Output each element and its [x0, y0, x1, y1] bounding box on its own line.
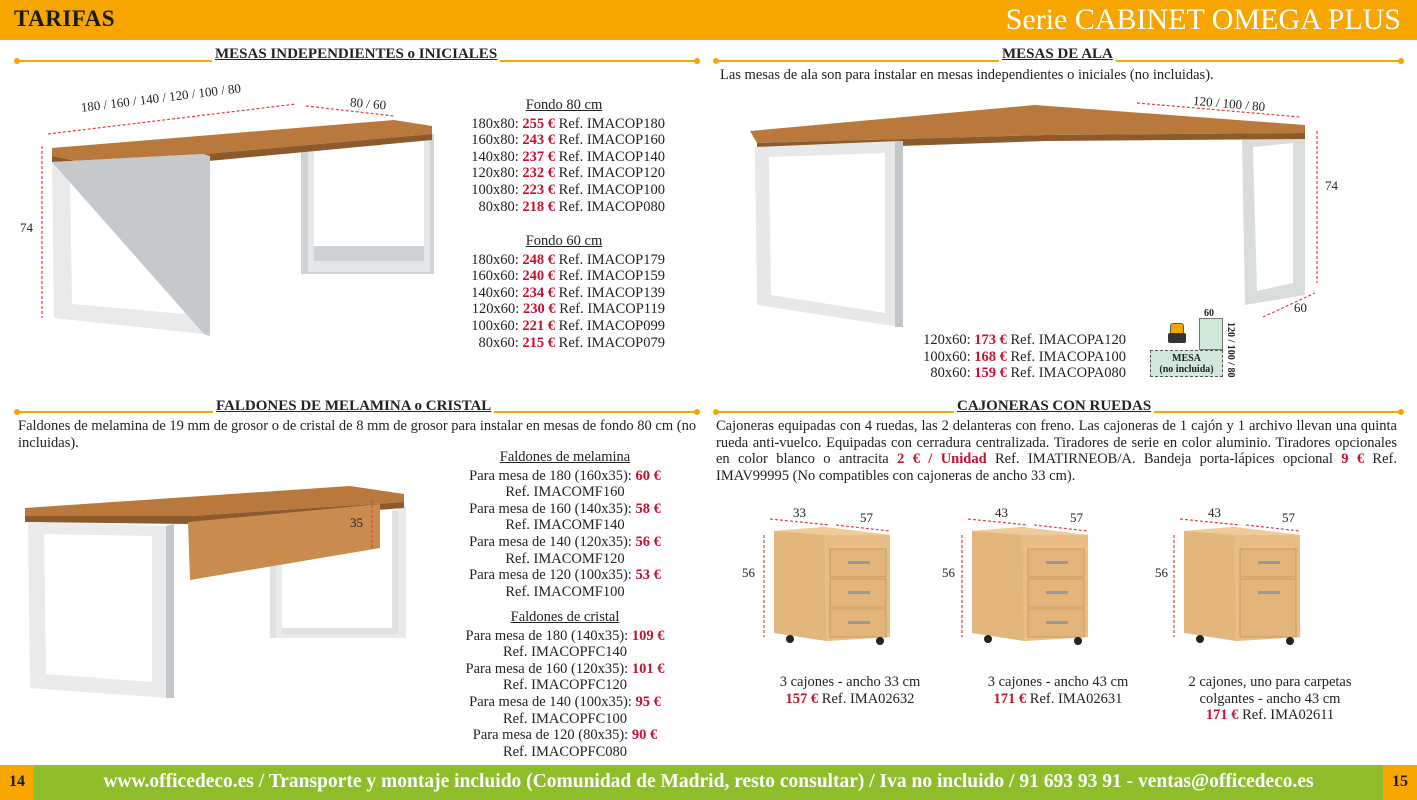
section-dot: [694, 58, 700, 64]
pedestal-3-width-dim: 43: [1208, 505, 1221, 520]
price-ref: Ref. IMACOMF160: [505, 484, 625, 501]
price-row: Para mesa de 180 (140x35): 109 €: [465, 627, 665, 644]
ala-depth-dim: 60: [1294, 300, 1307, 315]
cajoneras-description: Cajoneras equipadas con 4 ruedas, las 2 delanteras con freno. Las cajoneras de 1 cajón y 1 archivo llevan una quinta rueda anti-vuelco. Equipadas con cerradura centralizada. Tiradores de serie en color aluminio. Tiradores opcionales en color blanco o antracita 2 € / Unidad Ref. IMATIRNEOB/A. Bandeja porta-lápices opcional 9 € Ref. IMAV99995 (No compatibles con cajoneras de ancho 33 cm).: [716, 418, 1397, 484]
price-row: 80x60: 215 € Ref. IMACOP079: [478, 334, 665, 351]
price-row: 100x60: 221 € Ref. IMACOP099: [471, 317, 665, 334]
price-row: 160x80: 243 € Ref. IMACOP160: [471, 132, 665, 149]
desk-illustration: [14, 86, 454, 356]
price-group-title: Faldones de cristal: [510, 609, 620, 625]
desk-height-dim: 74: [20, 220, 33, 235]
price-row: 120x80: 232 € Ref. IMACOP120: [471, 165, 665, 182]
series-title: Serie CABINET OMEGA PLUS: [1005, 3, 1401, 36]
page-title: TARIFAS: [14, 6, 116, 31]
pedestal-2-height-dim: 56: [942, 565, 955, 580]
price-list-ala: [910, 332, 1126, 382]
price-ref: Ref. IMACOPFC080: [502, 743, 628, 760]
price-row: 180x60: 248 € Ref. IMACOP179: [471, 251, 665, 268]
plan-width-dim: 60: [1204, 308, 1214, 319]
faldones-description: Faldones de melamina de 19 mm de grosor o de cristal de 8 mm de grosor para instalar en mesas de fondo 80 cm (no incluidas).: [18, 418, 697, 451]
price-row: Para mesa de 160 (120x35): 101 €: [465, 660, 665, 677]
section-title-cajoneras: CAJONERAS CON RUEDAS: [954, 398, 1154, 415]
price-row: Para mesa de 160 (140x35): 58 €: [469, 500, 661, 517]
price-row: 120x60: 173 € Ref. IMACOPA120: [923, 332, 1126, 348]
pedestal-2-width-dim: 43: [995, 505, 1008, 520]
pedestal-1-depth-dim: 57: [860, 510, 873, 525]
faldon-illustration: [20, 478, 440, 706]
price-row: Para mesa de 120 (80x35): 90 €: [472, 727, 658, 744]
section-dot: [1398, 58, 1404, 64]
plan-ala-block: [1199, 318, 1223, 350]
chair-icon: [1166, 323, 1190, 347]
plan-depth-dim: 120 / 100 / 80: [1225, 322, 1236, 378]
section-title-mesas-ala: MESAS DE ALA: [999, 46, 1116, 63]
section-title-faldones: FALDONES DE MELAMINA o CRISTAL: [213, 398, 494, 415]
desk-depth-dim: 80 / 60: [349, 94, 387, 113]
price-ref: Ref. IMACOMF140: [505, 517, 625, 534]
price-group-title: Fondo 60 cm: [525, 233, 603, 249]
pedestal-illustration-1: [740, 505, 920, 650]
price-row: 120x60: 230 € Ref. IMACOP119: [471, 301, 665, 318]
price-ref: Ref. IMACOMF120: [505, 550, 625, 567]
page-footer: [0, 765, 1417, 800]
price-ref: Ref. IMACOPFC100: [502, 710, 628, 727]
ala-width-dim: 120 / 100 / 80: [1192, 92, 1266, 115]
pedestal-caption-2: 3 cajones - ancho 43 cm 171 € Ref. IMA02631: [987, 674, 1129, 707]
pedestal-2-depth-dim: 57: [1070, 510, 1083, 525]
price-row: Para mesa de 140 (120x35): 56 €: [469, 533, 661, 550]
price-list-fondo-60: [463, 233, 665, 351]
price-row: Para mesa de 120 (100x35): 53 €: [469, 567, 661, 584]
price-row: 80x80: 218 € Ref. IMACOP080: [478, 198, 665, 215]
section-dot: [694, 409, 700, 415]
price-row: 80x60: 159 € Ref. IMACOPA080: [930, 365, 1126, 382]
ala-height-dim: 74: [1325, 178, 1338, 193]
price-row: 100x60: 168 € Ref. IMACOPA100: [923, 348, 1126, 365]
pedestal-3-depth-dim: 57: [1282, 510, 1295, 525]
footer-contact: www.officedeco.es / Transporte y montaje incluido (Comunidad de Madrid, resto consultar) / Iva no incluido / 91 693 93 91 - ventas@officedeco.es: [103, 771, 1314, 792]
price-row: Para mesa de 180 (160x35): 60 €: [469, 467, 661, 484]
desk-frame-back: [301, 130, 434, 274]
desk-width-dim: 180 / 160 / 140 / 120 / 100 / 80: [80, 80, 242, 115]
plan-mesa-label: MESA (no incluida): [1159, 353, 1214, 375]
price-row: 140x80: 237 € Ref. IMACOP140: [471, 148, 665, 165]
price-ref: Ref. IMACOPFC120: [502, 677, 628, 694]
pedestal-1-height-dim: 56: [742, 565, 755, 580]
faldon-height-dim: 35: [350, 515, 363, 530]
pedestal-illustration-2: [938, 505, 1118, 650]
price-ref: Ref. IMACOPFC140: [502, 644, 628, 661]
pedestal-caption-3: 2 cajones, uno para carpetas colgantes - ancho 43 cm 171 € Ref. IMA02611: [1188, 674, 1352, 723]
price-row: 100x80: 223 € Ref. IMACOP100: [471, 181, 665, 198]
price-list-cristal: [458, 609, 672, 760]
pedestal-1-width-dim: 33: [793, 505, 806, 520]
pedestal-caption-1: 3 cajones - ancho 33 cm 157 € Ref. IMA02632: [779, 674, 921, 707]
section-dot: [1398, 409, 1404, 415]
ala-description: Las mesas de ala son para instalar en mesas independientes o iniciales (no incluidas).: [720, 67, 1214, 83]
price-ref: Ref. IMACOMF100: [505, 583, 625, 600]
price-row: 140x60: 234 € Ref. IMACOP139: [471, 284, 665, 301]
section-title-mesas-independientes: MESAS INDEPENDIENTES o INICIALES: [212, 46, 500, 63]
page-number-right: 15: [1383, 765, 1417, 800]
price-list-fondo-80: [463, 97, 665, 215]
pedestal-3-height-dim: 56: [1155, 565, 1168, 580]
price-group-title: Faldones de melamina: [499, 449, 631, 465]
price-list-melamina: [460, 449, 670, 600]
price-row: Para mesa de 140 (100x35): 95 €: [469, 693, 661, 710]
page-header: [0, 0, 1417, 40]
page-number-left: 14: [0, 765, 34, 800]
pedestal-illustration-3: [1150, 505, 1330, 650]
price-row: 180x80: 255 € Ref. IMACOP180: [471, 115, 665, 132]
ala-illustration: [745, 92, 1345, 335]
price-group-title: Fondo 80 cm: [525, 97, 603, 113]
price-row: 160x60: 240 € Ref. IMACOP159: [471, 268, 665, 285]
